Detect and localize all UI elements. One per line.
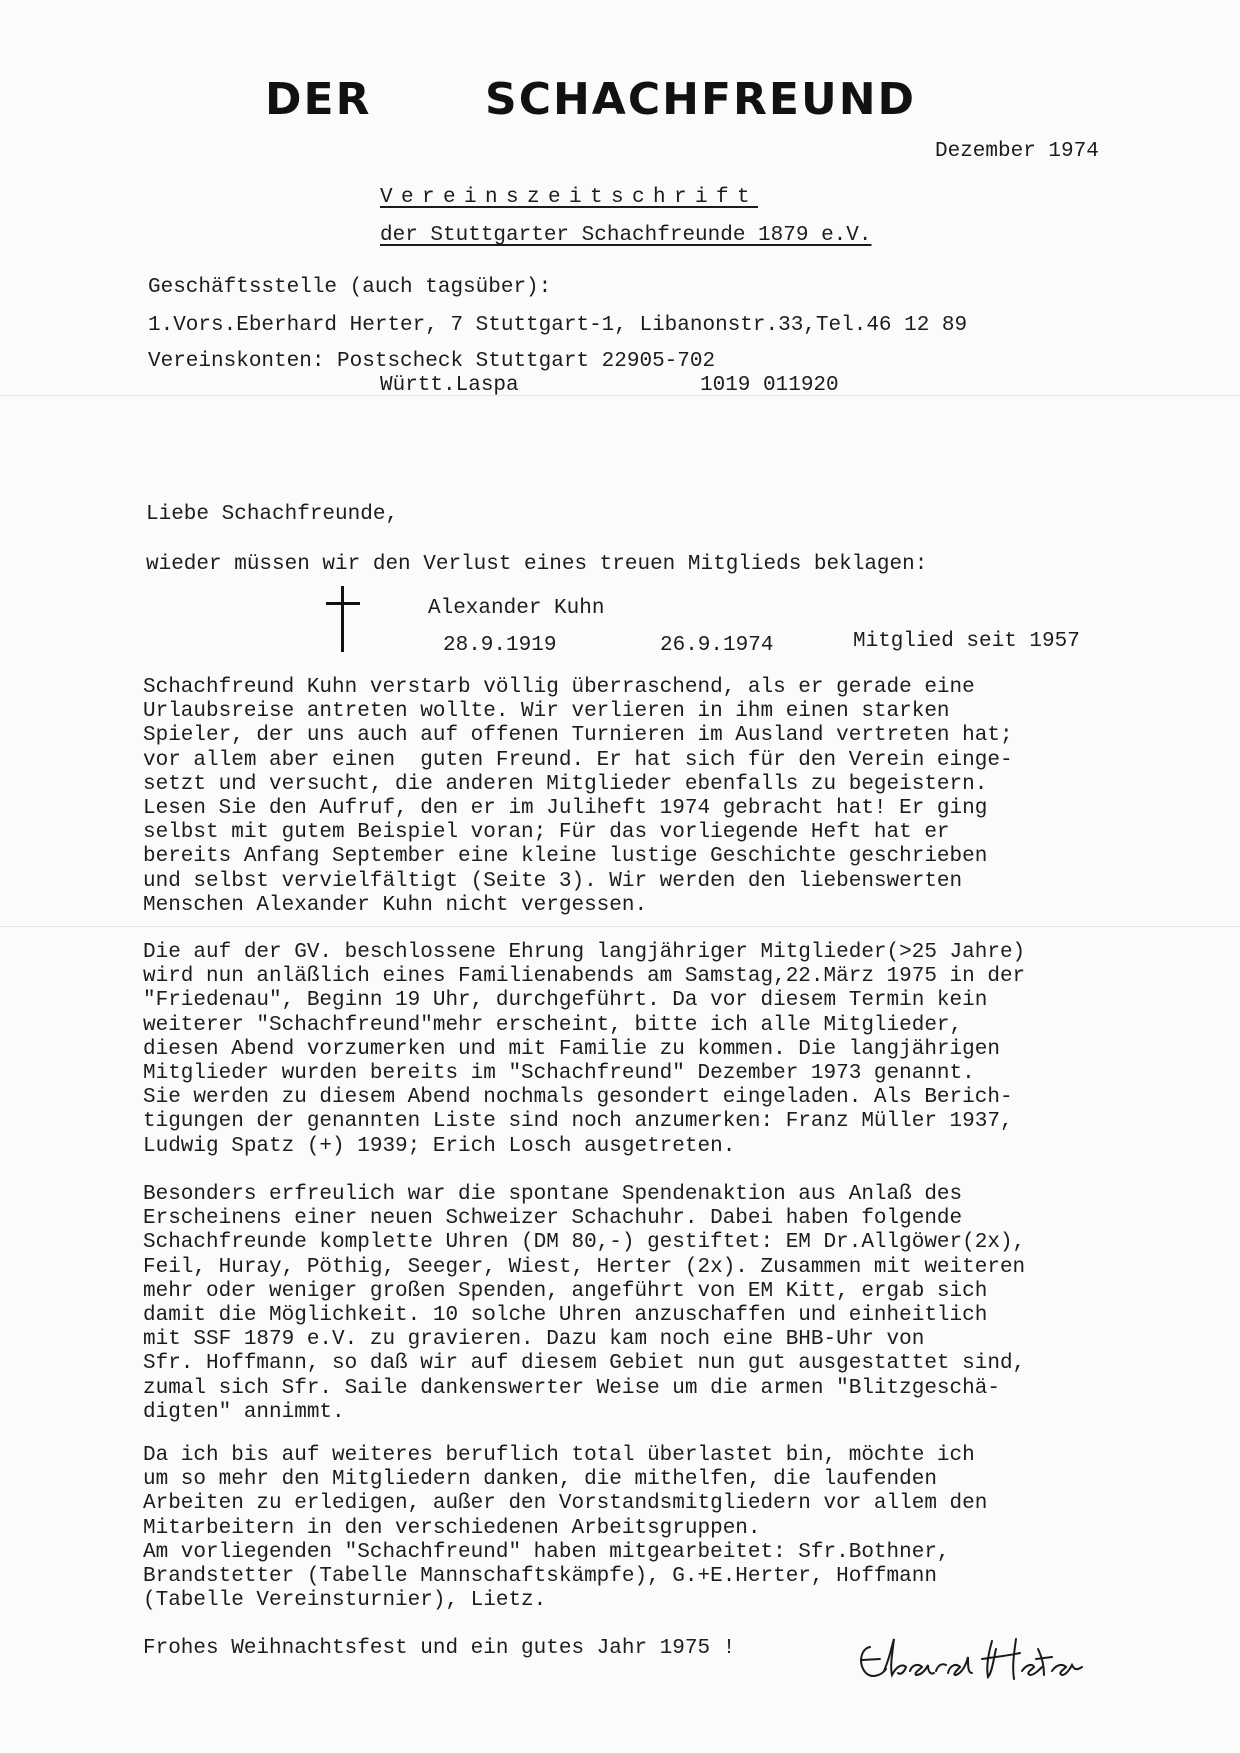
paragraph-line: Sie werden zu diesem Abend nochmals gesondert eingeladen. Als Berich-: [143, 1086, 1013, 1110]
chairman-address: 1.Vors.Eberhard Herter, 7 Stuttgart-1, Libanonstr.33,Tel.46 12 89: [148, 314, 968, 337]
paragraph-line: Besonders erfreulich war die spontane Spendenaktion aus Anlaß des: [143, 1183, 963, 1206]
paragraph-line: digten" annimmt.: [143, 1400, 345, 1424]
closing-greeting: Frohes Weihnachtsfest und ein gutes Jahr 1975 !: [143, 1637, 736, 1660]
paragraph-line: Lesen Sie den Aufruf, den er im Juliheft 1974 gebracht hat! Er ging: [143, 797, 988, 821]
cross-icon: [323, 586, 363, 652]
paragraph-line: (Tabelle Vereinsturnier), Lietz.: [143, 1589, 547, 1613]
paragraph-thanks: [143, 1444, 1233, 1613]
paragraph-line: bereits Anfang September eine kleine lustige Geschichte geschrieben: [143, 845, 988, 869]
paragraph-line: Schachfreund Kuhn verstarb völlig überraschend, als er gerade eine: [143, 676, 975, 699]
paragraph-line: und selbst vervielfältigt (Seite 3). Wir werden den liebenswerten: [143, 869, 963, 893]
salutation: Liebe Schachfreunde,: [146, 503, 399, 526]
issue-date: Dezember 1974: [935, 140, 1099, 163]
paragraph-line: Erscheinens einer neuen Schweizer Schachuhr. Dabei haben folgende: [143, 1207, 963, 1231]
paragraph-line: wird nun anläßlich eines Familienabends am Samstag,22.März 1975 in der: [143, 965, 1026, 989]
paragraph-honoring: [143, 941, 1233, 1159]
paragraph-line: vor allem aber einen guten Freund. Er hat sich für den Verein einge-: [143, 748, 1013, 772]
paragraph-line: Schachfreunde komplette Uhren (DM 80,-) gestiftet: EM Dr.Allgöwer(2x),: [143, 1231, 1026, 1255]
paragraph-line: tigungen der genannten Liste sind noch anzumerken: Franz Müller 1937,: [143, 1110, 1013, 1134]
masthead-title: [265, 74, 1065, 134]
paragraph-line: Urlaubsreise antreten wollte. Wir verlieren in ihm einen starken: [143, 700, 950, 724]
masthead-word-schachfreund: SCHACHFREUND: [485, 74, 917, 125]
paragraph-line: mit SSF 1879 e.V. zu gravieren. Dazu kam noch eine BHB-Uhr von: [143, 1328, 925, 1352]
paragraph-line: Brandstetter (Tabelle Mannschaftskämpfe), G.+E.Herter, Hoffmann: [143, 1565, 937, 1589]
scan-fold-line: [0, 926, 1240, 927]
paragraph-line: diesen Abend vorzumerken und mit Familie zu kommen. Die langjährigen: [143, 1037, 1000, 1061]
masthead-word-der: DER: [265, 74, 372, 125]
paragraph-line: weiterer "Schachfreund"mehr erscheint, bitte ich alle Mitglieder,: [143, 1013, 963, 1037]
birth-date: 28.9.1919: [443, 634, 557, 657]
paragraph-line: selbst mit gutem Beispiel voran; Für das vorliegende Heft hat er: [143, 821, 950, 845]
paragraph-line: um so mehr den Mitgliedern danken, die mithelfen, die laufenden: [143, 1468, 937, 1492]
death-date: 26.9.1974: [660, 634, 774, 657]
paragraph-line: "Friedenau", Beginn 19 Uhr, durchgeführt. Da vor diesem Termin kein: [143, 989, 988, 1013]
bank-accounts: Vereinskonten: Postscheck Stuttgart 22905-702: [148, 350, 716, 373]
paragraph-line: Mitglieder wurden bereits im "Schachfreund" Dezember 1973 genannt.: [143, 1062, 975, 1086]
paragraph-obituary: [143, 676, 1233, 918]
deceased-name: Alexander Kuhn: [428, 597, 605, 620]
paragraph-line: Die auf der GV. beschlossene Ehrung langjähriger Mitglieder(>25 Jahre): [143, 941, 1026, 964]
bank-account-number: 1019 011920: [700, 374, 839, 397]
handwritten-signature: [852, 1627, 1092, 1687]
paragraph-line: Am vorliegenden "Schachfreund" haben mitgearbeitet: Sfr.Bothner,: [143, 1540, 950, 1564]
paragraph-line: damit die Möglichkeit. 10 solche Uhren anzuschaffen und einheitlich: [143, 1304, 988, 1328]
paragraph-line: Ludwig Spatz (+) 1939; Erich Losch ausgetreten.: [143, 1134, 736, 1158]
paragraph-line: Arbeiten zu erledigen, außer den Vorstandsmitgliedern vor allem den: [143, 1492, 988, 1516]
subtitle-club-magazine: Vereinszeitschrift: [380, 186, 759, 209]
paragraph-donations: [143, 1183, 1233, 1425]
paragraph-line: setzt und versucht, die anderen Mitglieder ebenfalls zu begeistern.: [143, 772, 988, 796]
paragraph-line: Menschen Alexander Kuhn nicht vergessen.: [143, 893, 648, 917]
paragraph-line: Feil, Huray, Pöthig, Seeger, Wiest, Herter (2x). Zusammen mit weiteren: [143, 1255, 1026, 1279]
paragraph-line: mehr oder weniger großen Spenden, angeführt von EM Kitt, ergab sich: [143, 1279, 988, 1303]
paragraph-line: Mitarbeitern in den verschiedenen Arbeitsgruppen.: [143, 1516, 761, 1540]
paragraph-line: Da ich bis auf weiteres beruflich total überlastet bin, möchte ich: [143, 1444, 975, 1467]
membership-since: Mitglied seit 1957: [853, 630, 1080, 653]
scan-fold-line: [0, 395, 1240, 396]
paragraph-line: Spieler, der uns auch auf offenen Turnieren im Ausland vertreten hat;: [143, 724, 1013, 748]
obituary-intro: wieder müssen wir den Verlust eines treuen Mitglieds beklagen:: [146, 553, 928, 576]
office-heading: Geschäftsstelle (auch tagsüber):: [148, 276, 552, 299]
paragraph-line: zumal sich Sfr. Saile dankenswerter Weise um die armen "Blitzgeschä-: [143, 1376, 1000, 1400]
paragraph-line: Sfr. Hoffmann, so daß wir auf diesem Gebiet nun gut ausgestattet sind,: [143, 1352, 1026, 1376]
bank-name-laspa: Württ.Laspa: [380, 374, 519, 397]
subtitle-club-name: der Stuttgarter Schachfreunde 1879 e.V.: [380, 224, 872, 247]
